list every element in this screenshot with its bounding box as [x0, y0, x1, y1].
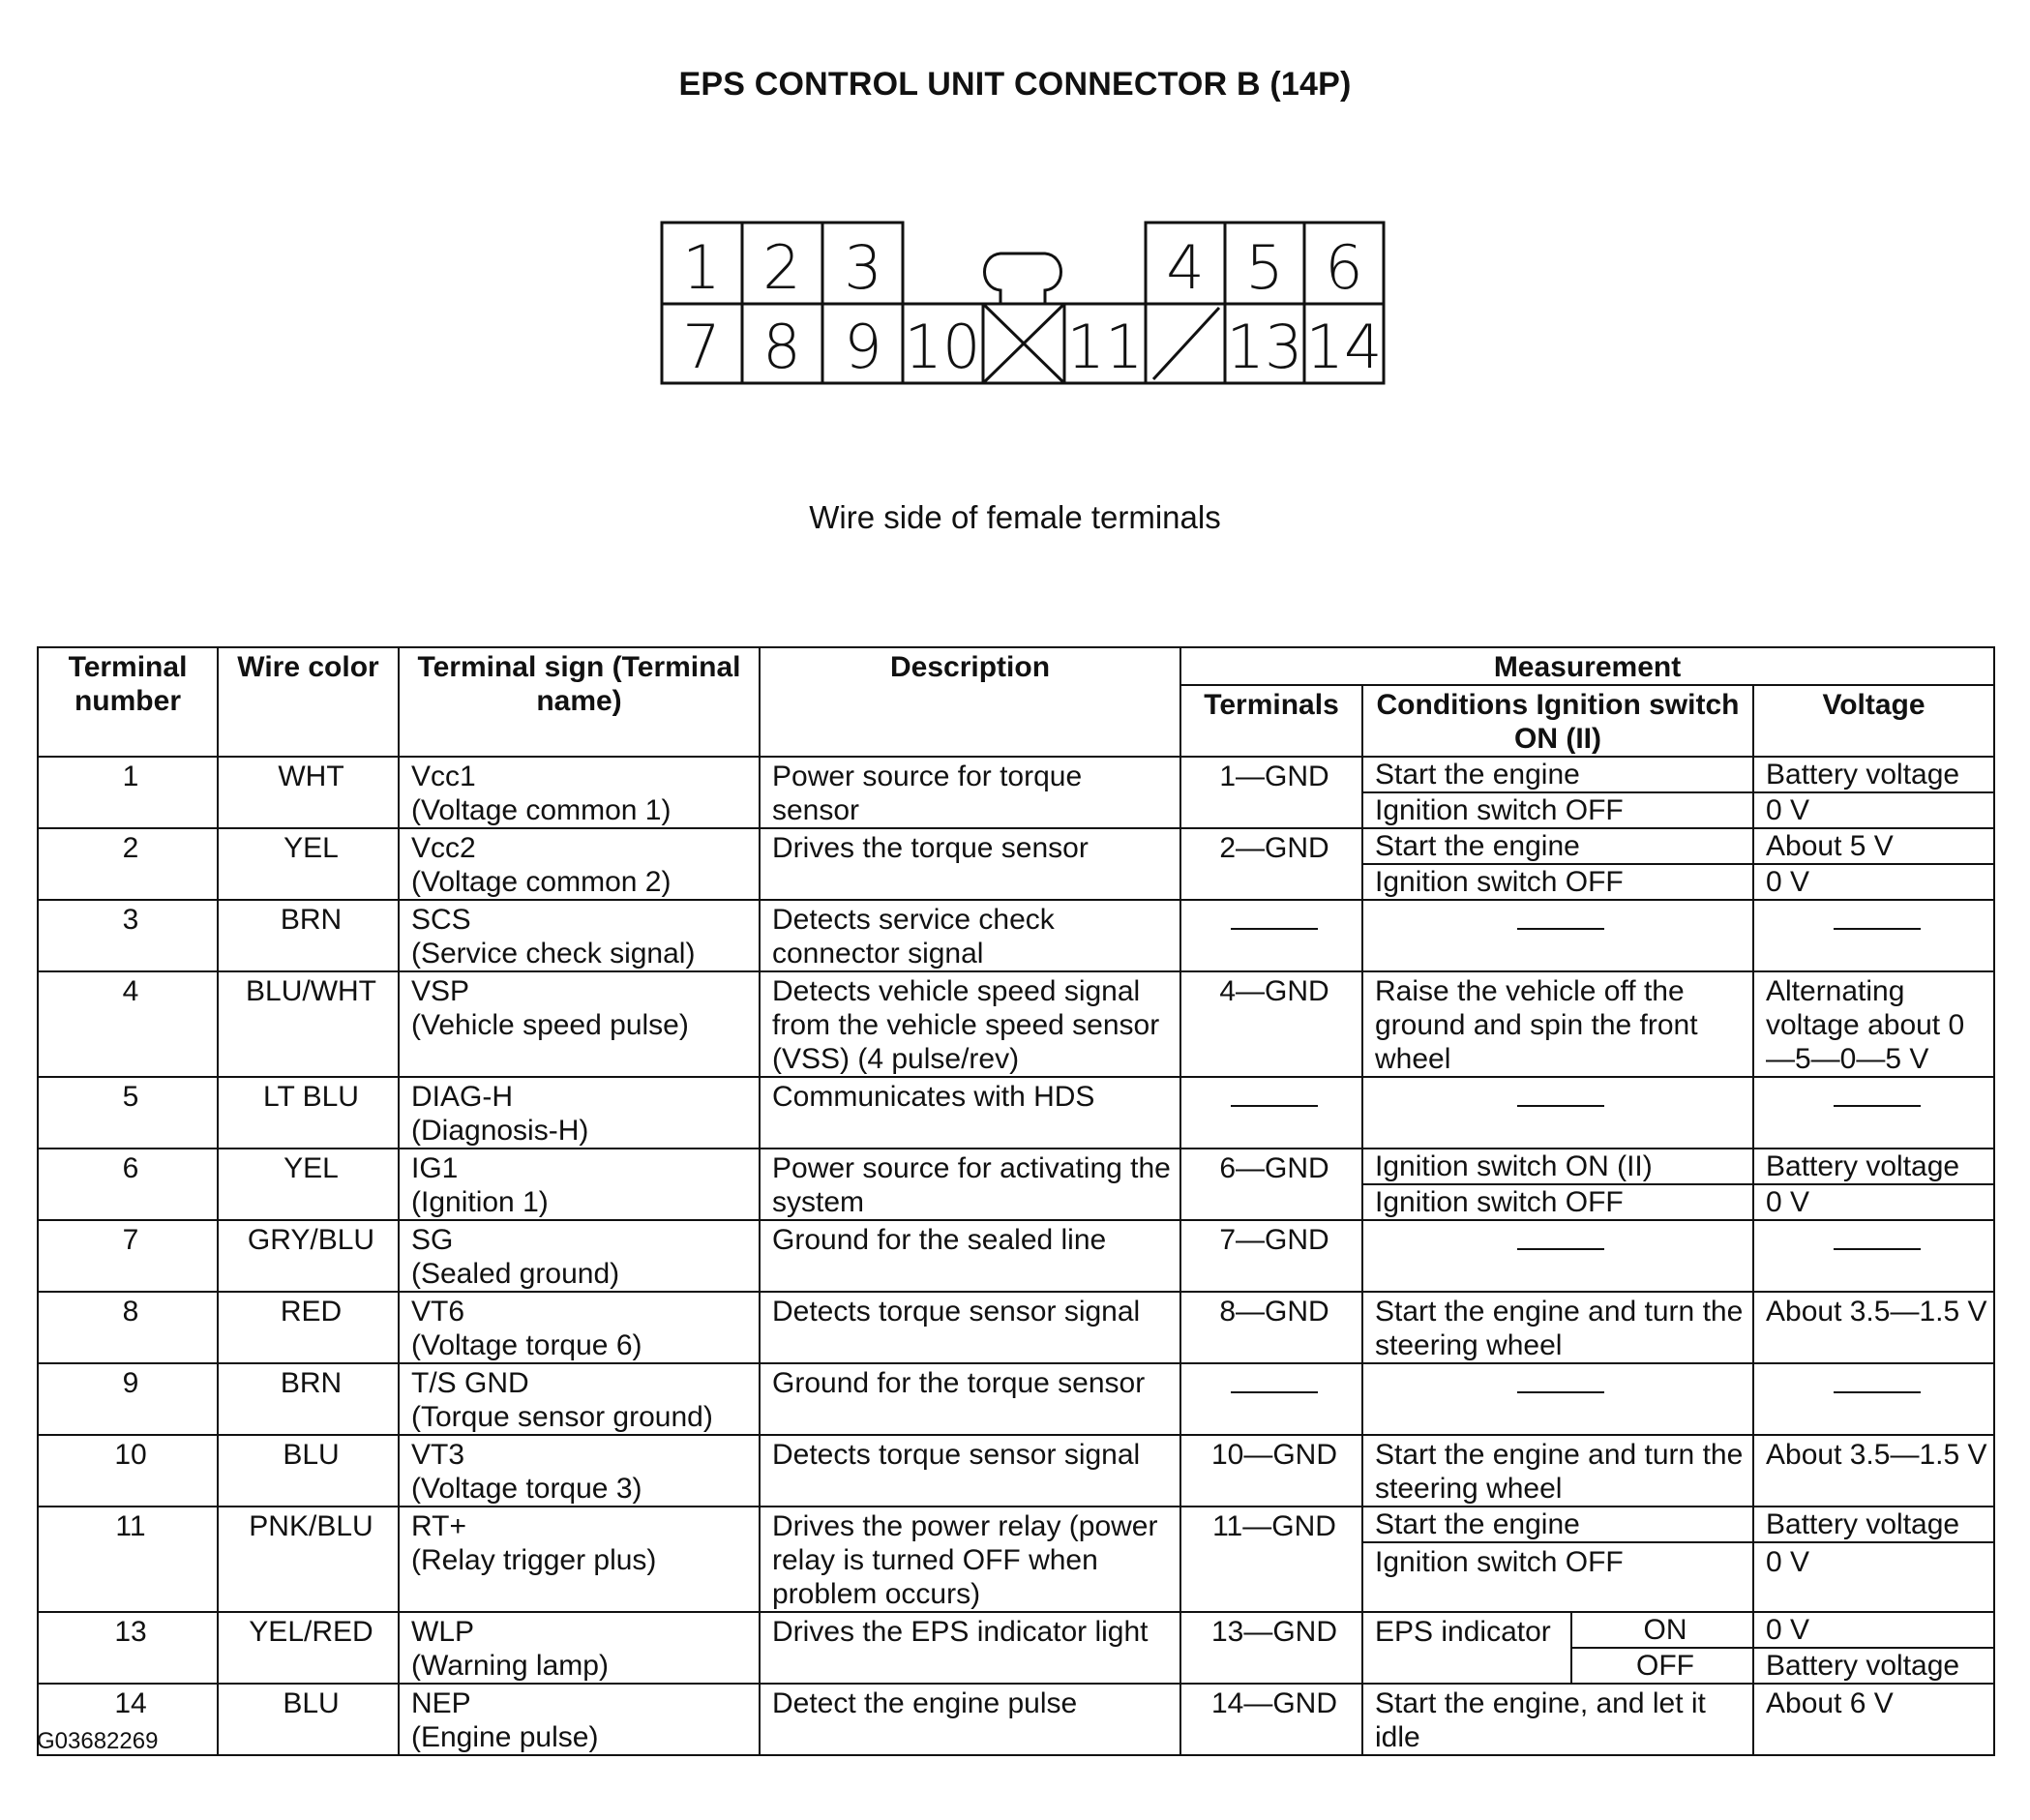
terminals: 1—GND — [1180, 757, 1362, 828]
dash-line — [1231, 928, 1318, 930]
table-row — [38, 757, 1994, 792]
voltage: Battery voltage — [1753, 1648, 1994, 1684]
terminals: 7—GND — [1180, 1220, 1362, 1292]
terminal-number: 2 — [38, 828, 218, 900]
voltage: Alternating voltage about 0—5—0—5 V — [1753, 971, 1994, 1077]
table-row — [38, 828, 1994, 864]
table-row — [38, 1220, 1994, 1292]
connector-diagram — [660, 221, 1420, 385]
terminal-sign-code: DIAG-H — [411, 1081, 513, 1113]
terminal-number: 11 — [38, 1507, 218, 1612]
dash-line — [1834, 928, 1921, 930]
terminal-number: 5 — [38, 1077, 218, 1149]
dash-line — [1517, 928, 1604, 930]
terminal-name: (Voltage torque 3) — [411, 1473, 642, 1505]
description: Detect the engine pulse — [760, 1684, 1180, 1755]
wire-color: BLU — [218, 1684, 399, 1755]
terminals: 11—GND — [1180, 1507, 1362, 1612]
terminal-number: 7 — [38, 1220, 218, 1292]
terminal-number: 4 — [38, 971, 218, 1077]
terminal-number: 1 — [38, 757, 218, 828]
voltage: 0 V — [1753, 864, 1994, 900]
terminal-sign — [399, 828, 760, 900]
voltage: Battery voltage — [1753, 757, 1994, 792]
terminal-number: 3 — [38, 900, 218, 971]
description: Drives the power relay (power relay is turned OFF when problem occurs) — [760, 1507, 1180, 1612]
table-row — [38, 900, 1994, 971]
terminal-sign-code: VT6 — [411, 1296, 465, 1328]
pin-14: 14 — [1305, 312, 1383, 382]
table-row — [38, 1149, 1994, 1184]
terminal-sign — [399, 1612, 760, 1684]
table-row — [38, 1363, 1994, 1435]
terminal-name: (Sealed ground) — [411, 1258, 620, 1290]
terminal-sign-code: NEP — [411, 1687, 471, 1719]
voltage-none — [1753, 1363, 1994, 1435]
terminals: 8—GND — [1180, 1292, 1362, 1363]
terminal-name: (Relay trigger plus) — [411, 1544, 657, 1576]
connector-caption: Wire side of female terminals — [809, 499, 1221, 535]
dash-line — [1517, 1105, 1604, 1107]
terminal-number: 9 — [38, 1363, 218, 1435]
voltage: 0 V — [1753, 792, 1994, 828]
description: Power source for activating the system — [760, 1149, 1180, 1220]
indicator-state: OFF — [1571, 1648, 1753, 1684]
header-conditions: Conditions Ignition switch ON (II) — [1362, 685, 1753, 757]
pin-8: 8 — [762, 312, 801, 382]
terminal-name: (Torque sensor ground) — [411, 1401, 713, 1433]
header-measurement: Measurement — [1180, 647, 1994, 685]
header-terminal-number: Terminal number — [38, 647, 218, 757]
terminal-sign-code: IG1 — [411, 1152, 459, 1184]
description: Ground for the sealed line — [760, 1220, 1180, 1292]
terminal-sign-code: T/S GND — [411, 1367, 529, 1399]
terminal-table — [37, 646, 1995, 1756]
pin-7: 7 — [682, 312, 721, 382]
terminal-sign — [399, 1363, 760, 1435]
terminal-name: (Diagnosis-H) — [411, 1115, 589, 1147]
terminal-name: (Vehicle speed pulse) — [411, 1009, 689, 1041]
voltage: Battery voltage — [1753, 1149, 1994, 1184]
terminals-none — [1180, 900, 1362, 971]
terminal-sign-code: Vcc2 — [411, 832, 476, 864]
pin-6: 6 — [1325, 232, 1363, 303]
voltage: 0 V — [1753, 1542, 1994, 1612]
terminals-none — [1180, 1077, 1362, 1149]
voltage: 0 V — [1753, 1184, 1994, 1220]
condition: Start the engine — [1362, 1507, 1753, 1542]
dash-line — [1517, 1248, 1604, 1250]
condition-none — [1362, 900, 1753, 971]
voltage: Battery voltage — [1753, 1507, 1994, 1542]
voltage: About 6 V — [1753, 1684, 1994, 1755]
terminal-sign — [399, 1149, 760, 1220]
condition-none — [1362, 1363, 1753, 1435]
terminal-sign-code: VT3 — [411, 1439, 465, 1471]
dash-line — [1834, 1105, 1921, 1107]
condition: Start the engine and turn the steering wheel — [1362, 1292, 1753, 1363]
terminal-sign-code: RT+ — [411, 1510, 466, 1542]
terminal-name: (Voltage torque 6) — [411, 1329, 642, 1361]
terminal-sign-code: VSP — [411, 975, 470, 1007]
dash-line — [1517, 1391, 1604, 1393]
condition: Ignition switch OFF — [1362, 1184, 1753, 1220]
voltage: About 3.5—1.5 V — [1753, 1435, 1994, 1507]
terminals: 6—GND — [1180, 1149, 1362, 1220]
condition: Start the engine, and let it idle — [1362, 1684, 1753, 1755]
figure-id: G03682269 — [37, 1728, 159, 1754]
condition: Start the engine — [1362, 757, 1753, 792]
condition: Ignition switch OFF — [1362, 792, 1753, 828]
dash-line — [1834, 1391, 1921, 1393]
pin-1: 1 — [682, 232, 721, 303]
wire-color: PNK/BLU — [218, 1507, 399, 1612]
terminal-sign — [399, 900, 760, 971]
condition: Ignition switch OFF — [1362, 1542, 1753, 1612]
voltage-none — [1753, 1077, 1994, 1149]
condition: Ignition switch ON (II) — [1362, 1149, 1753, 1184]
page-title: EPS CONTROL UNIT CONNECTOR B (14P) — [678, 66, 1352, 103]
table-row — [38, 971, 1994, 1077]
terminal-sign — [399, 1292, 760, 1363]
terminal-name: (Ignition 1) — [411, 1186, 549, 1218]
terminal-sign — [399, 1507, 760, 1612]
pin-5: 5 — [1245, 232, 1284, 303]
terminal-sign-code: Vcc1 — [411, 761, 476, 792]
terminal-sign — [399, 757, 760, 828]
terminal-sign-code: WLP — [411, 1616, 475, 1648]
description: Drives the EPS indicator light — [760, 1612, 1180, 1684]
terminals: 10—GND — [1180, 1435, 1362, 1507]
terminals: 2—GND — [1180, 828, 1362, 900]
table-row — [38, 1292, 1994, 1363]
description: Communicates with HDS — [760, 1077, 1180, 1149]
terminal-sign — [399, 1435, 760, 1507]
condition-none — [1362, 1220, 1753, 1292]
header-wire-color: Wire color — [218, 647, 399, 757]
condition: Start the engine — [1362, 828, 1753, 864]
voltage: 0 V — [1753, 1612, 1994, 1648]
header-voltage: Voltage — [1753, 685, 1994, 757]
terminal-name: (Warning lamp) — [411, 1650, 609, 1682]
wire-color: BLU — [218, 1435, 399, 1507]
terminal-sign-code: SG — [411, 1224, 454, 1256]
terminal-number: 14 — [38, 1684, 218, 1755]
terminal-number: 10 — [38, 1435, 218, 1507]
condition: Raise the vehicle off the ground and spin the front wheel — [1362, 971, 1753, 1077]
terminals-none — [1180, 1363, 1362, 1435]
description: Detects service check connector signal — [760, 900, 1180, 971]
wire-color: BRN — [218, 900, 399, 971]
table-row — [38, 1507, 1994, 1542]
terminal-sign — [399, 971, 760, 1077]
wire-color: RED — [218, 1292, 399, 1363]
pin-11: 11 — [1066, 312, 1144, 382]
wire-color: YEL — [218, 828, 399, 900]
pin-13: 13 — [1226, 312, 1303, 382]
terminals: 13—GND — [1180, 1612, 1362, 1684]
terminals: 4—GND — [1180, 971, 1362, 1077]
header-description: Description — [760, 647, 1180, 757]
wire-color: YEL/RED — [218, 1612, 399, 1684]
condition: EPS indicator — [1362, 1612, 1571, 1684]
table-row — [38, 1435, 1994, 1507]
condition-none — [1362, 1077, 1753, 1149]
terminal-sign — [399, 1684, 760, 1755]
description: Detects torque sensor signal — [760, 1435, 1180, 1507]
description: Power source for torque sensor — [760, 757, 1180, 828]
voltage: About 3.5—1.5 V — [1753, 1292, 1994, 1363]
voltage: About 5 V — [1753, 828, 1994, 864]
pin-10: 10 — [904, 312, 981, 382]
terminal-name: (Service check signal) — [411, 938, 696, 970]
terminal-sign — [399, 1220, 760, 1292]
dash-line — [1834, 1248, 1921, 1250]
dash-line — [1231, 1105, 1318, 1107]
wire-color: YEL — [218, 1149, 399, 1220]
indicator-state: ON — [1571, 1612, 1753, 1648]
voltage-none — [1753, 1220, 1994, 1292]
voltage-none — [1753, 900, 1994, 971]
connector-outline — [660, 221, 1420, 385]
terminals: 14—GND — [1180, 1684, 1362, 1755]
table-row — [38, 1612, 1994, 1648]
condition: Start the engine and turn the steering wheel — [1362, 1435, 1753, 1507]
description: Detects torque sensor signal — [760, 1292, 1180, 1363]
terminal-number: 13 — [38, 1612, 218, 1684]
dash-line — [1231, 1391, 1318, 1393]
terminal-number: 8 — [38, 1292, 218, 1363]
wire-color: GRY/BLU — [218, 1220, 399, 1292]
terminal-name: (Engine pulse) — [411, 1721, 599, 1753]
condition: Ignition switch OFF — [1362, 864, 1753, 900]
description: Detects vehicle speed signal from the vehicle speed sensor (VSS) (4 pulse/rev) — [760, 971, 1180, 1077]
wire-color: BLU/WHT — [218, 971, 399, 1077]
pin-2: 2 — [762, 232, 801, 303]
pin-3: 3 — [844, 232, 882, 303]
terminal-name: (Voltage common 2) — [411, 866, 672, 898]
terminal-number: 6 — [38, 1149, 218, 1220]
description: Ground for the torque sensor — [760, 1363, 1180, 1435]
terminal-name: (Voltage common 1) — [411, 794, 672, 826]
table-row — [38, 1684, 1994, 1755]
description: Drives the torque sensor — [760, 828, 1180, 900]
header-terminal-sign: Terminal sign (Terminal name) — [399, 647, 760, 757]
header-terminals: Terminals — [1180, 685, 1362, 757]
terminal-sign-code: SCS — [411, 904, 471, 936]
table-row — [38, 1077, 1994, 1149]
pin-4: 4 — [1166, 232, 1205, 303]
wire-color: WHT — [218, 757, 399, 828]
terminal-sign — [399, 1077, 760, 1149]
wire-color: BRN — [218, 1363, 399, 1435]
pin-9: 9 — [844, 312, 882, 382]
wire-color: LT BLU — [218, 1077, 399, 1149]
